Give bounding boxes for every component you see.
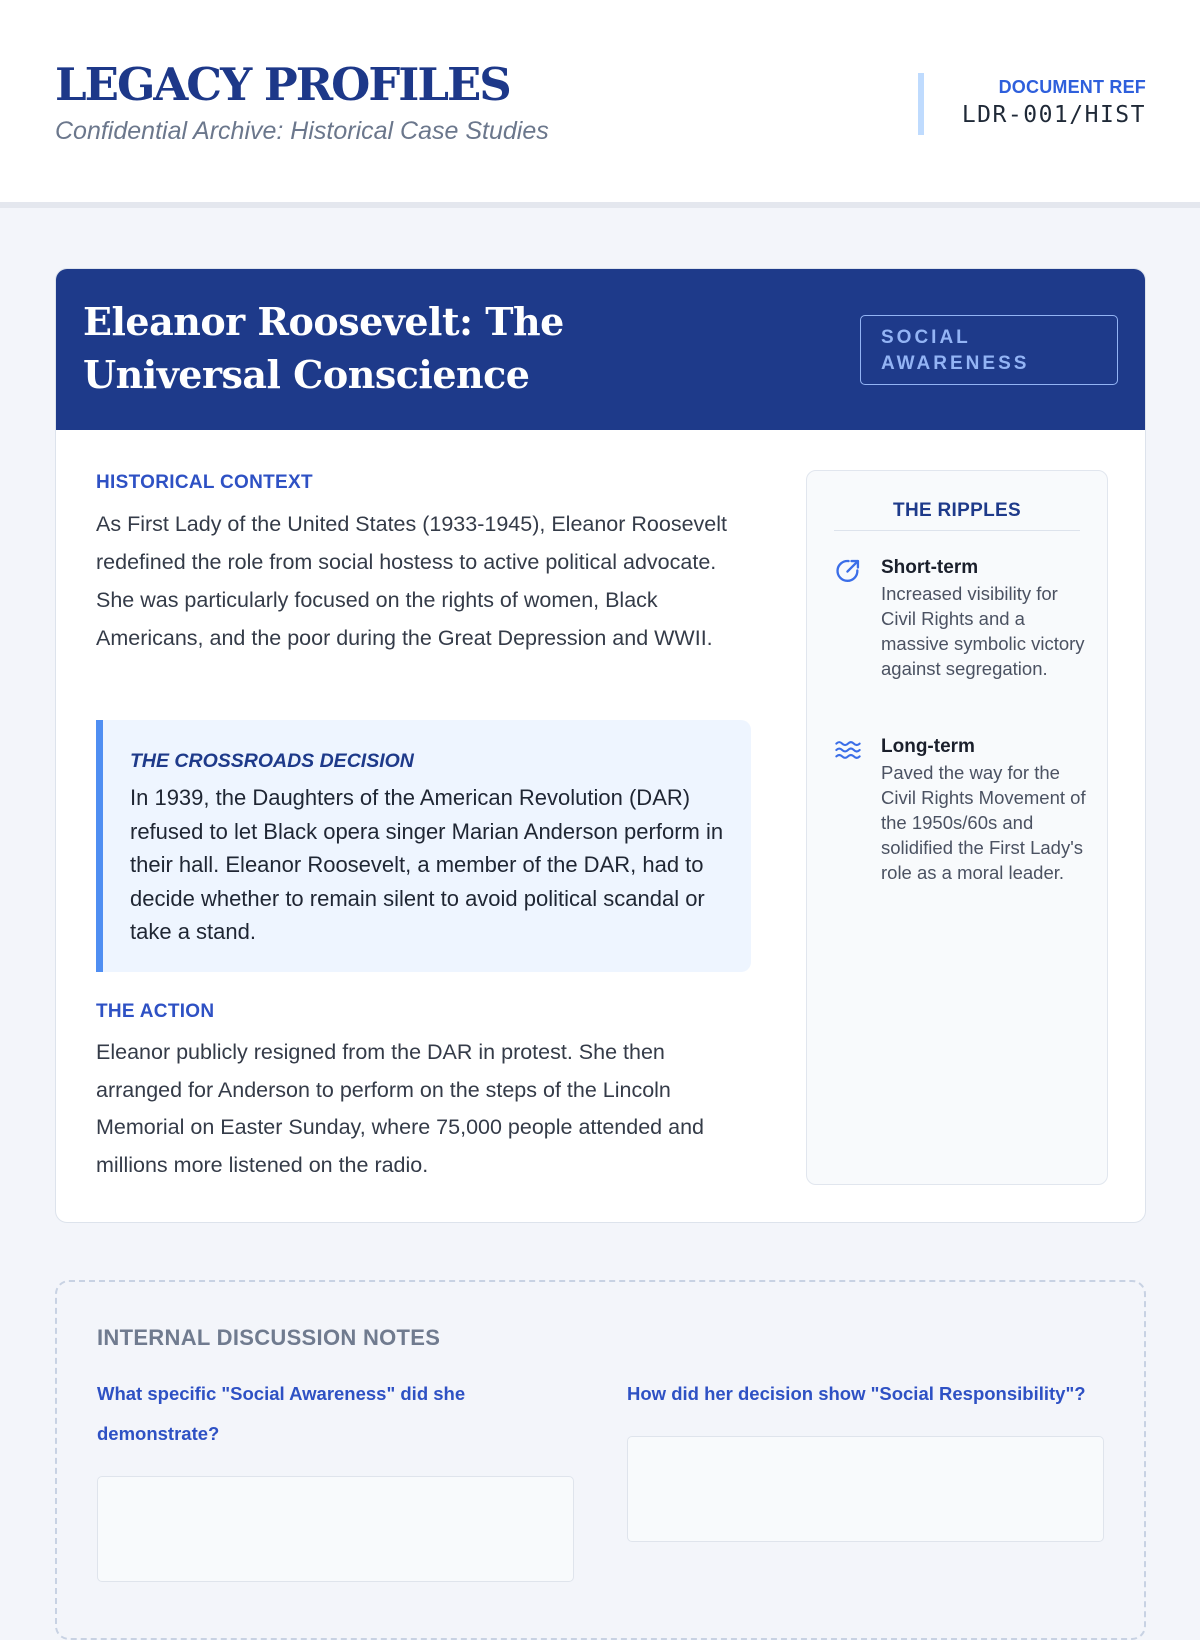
ripple-label: Short-term bbox=[881, 557, 979, 578]
notes-title: INTERNAL DISCUSSION NOTES bbox=[97, 1325, 441, 1350]
ripples-panel bbox=[806, 470, 1108, 1185]
ripple-label: Long-term bbox=[881, 736, 975, 757]
document-ref-value: LDR-001/HIST bbox=[961, 102, 1146, 128]
question-social-awareness: What specific "Social Awareness" did she demonstrate? bbox=[97, 1383, 466, 1444]
brand-title: LEGACY PROFILES bbox=[55, 58, 510, 111]
external-arrow-icon bbox=[834, 557, 862, 585]
ripple-text: Paved the way for the Civil Rights Movement of the 1950s/60s and solidified the First Lady's role as a moral leader. bbox=[881, 762, 1086, 883]
profile-title: Eleanor Roosevelt: The Universal Conscience bbox=[83, 299, 564, 397]
ripples-title: THE RIPPLES bbox=[834, 500, 1080, 531]
crossroads-callout bbox=[96, 720, 751, 972]
profile-card bbox=[55, 268, 1146, 1223]
historical-context-label: HISTORICAL CONTEXT bbox=[96, 472, 313, 493]
historical-context-text: As First Lady of the United States (1933-1945), Eleanor Roosevelt redefined the role from social hostess to active political advocate. She was particularly focused on the rights of women, Black Americans, and the poor during the Great Depression and WWII. bbox=[96, 512, 728, 650]
category-badge: SOCIAL AWARENESS bbox=[860, 315, 1118, 385]
answer-social-awareness[interactable] bbox=[97, 1476, 574, 1582]
action-text: Eleanor publicly resigned from the DAR in protest. She then arranged for Anderson to perform on the steps of the Lincoln Memorial on Easter Sunday, where 75,000 people attended and millions more listened on the radio. bbox=[96, 1040, 704, 1177]
waves-icon bbox=[834, 736, 862, 764]
document-ref-label: DOCUMENT REF bbox=[998, 77, 1146, 97]
ripple-text: Increased visibility for Civil Rights and a massive symbolic victory against segregation. bbox=[881, 583, 1085, 679]
document-ref bbox=[918, 73, 1146, 135]
page-header bbox=[0, 0, 1200, 208]
crossroads-label: THE CROSSROADS DECISION bbox=[130, 750, 414, 772]
crossroads-text: In 1939, the Daughters of the American Revolution (DAR) refused to let Black opera singer Marian Anderson perform in their hall. Eleanor Roosevelt, a member of the DAR, had to decide whether to remain silent to avoid political scandal or take a stand. bbox=[130, 785, 724, 944]
profile-card-header bbox=[56, 269, 1145, 430]
discussion-notes bbox=[55, 1280, 1146, 1640]
answer-social-responsibility[interactable] bbox=[627, 1436, 1104, 1542]
question-social-responsibility: How did her decision show "Social Responsibility"? bbox=[627, 1383, 1086, 1404]
action-label: THE ACTION bbox=[96, 1001, 215, 1022]
brand-subtitle: Confidential Archive: Historical Case Studies bbox=[55, 117, 549, 145]
